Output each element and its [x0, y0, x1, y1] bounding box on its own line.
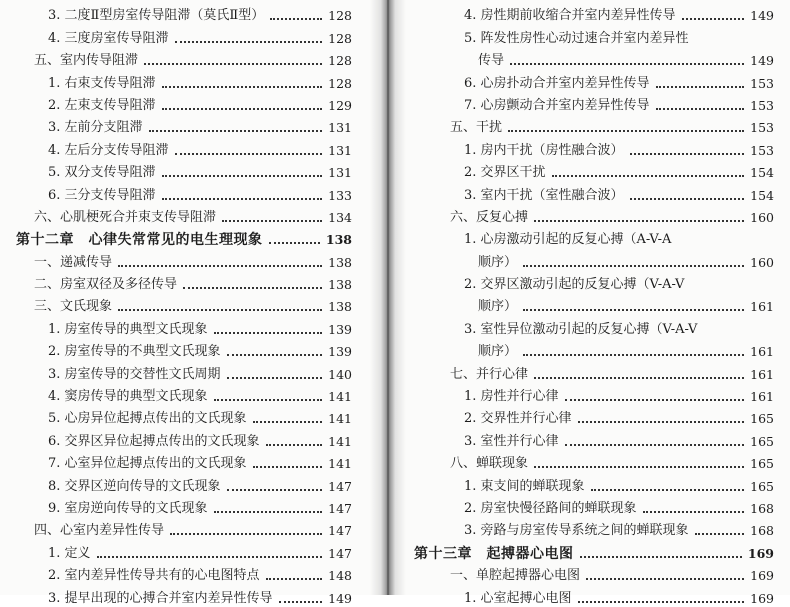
toc-entry-page-number: 153 — [750, 97, 774, 113]
toc-entry-page-number: 153 — [750, 142, 774, 158]
dot-leader — [266, 444, 323, 446]
dot-leader — [534, 466, 744, 468]
toc-entry-title: 5. 阵发性房性心动过速合并室内差异性 — [464, 30, 689, 46]
toc-entry — [0, 562, 352, 584]
toc-entry — [392, 562, 774, 584]
toc-entry-page-number: 138 — [328, 254, 352, 270]
toc-entry-title: 六、心肌梗死合并束支传导阻滞 — [34, 209, 217, 225]
dot-leader — [269, 242, 320, 244]
toc-entry — [392, 226, 774, 248]
dot-leader — [266, 578, 323, 580]
toc-entry-page-number: 129 — [328, 97, 352, 113]
toc-entry — [0, 181, 352, 203]
book-gutter — [370, 0, 406, 595]
toc-entry-page-number: 147 — [328, 500, 352, 516]
toc-entry — [0, 405, 352, 427]
toc-entry-title: 2. 房室快慢径路间的蝉联现象 — [464, 500, 637, 516]
toc-entry-page-number: 165 — [750, 433, 774, 449]
dot-leader — [643, 511, 745, 513]
dot-leader — [279, 601, 323, 603]
dot-leader — [630, 198, 745, 200]
toc-entry — [0, 517, 352, 539]
toc-entry-page-number: 141 — [328, 433, 352, 449]
toc-entry-page-number: 165 — [750, 456, 774, 472]
dot-leader — [523, 354, 744, 356]
toc-entry — [0, 315, 352, 337]
toc-entry-title: 五、室内传导阻滞 — [34, 53, 139, 69]
toc-entry-title: 7. 心室异位起搏点传出的文氏现象 — [48, 456, 247, 472]
toc-entry — [392, 159, 774, 181]
dot-leader — [565, 399, 745, 401]
toc-entry — [392, 427, 774, 449]
toc-entry — [392, 539, 774, 561]
toc-entry-page-number: 134 — [328, 209, 352, 225]
dot-leader — [149, 130, 323, 132]
toc-entry-title: 6. 心房扑动合并室内差异性传导 — [464, 75, 650, 91]
dot-leader — [227, 377, 323, 379]
toc-entry-title: 一、单腔起搏器心电图 — [450, 568, 581, 584]
toc-entry-title: 1. 束支间的蝉联现象 — [464, 478, 585, 494]
toc-entry-page-number: 149 — [750, 53, 774, 69]
toc-entry-title: 第十三章 起搏器心电图 — [414, 545, 574, 562]
toc-entry-title: 3. 室性并行心律 — [464, 433, 559, 449]
toc-entry — [392, 136, 774, 158]
dot-leader — [253, 466, 323, 468]
toc-entry — [392, 383, 774, 405]
toc-entry-title: 1. 房室传导的典型文氏现象 — [48, 321, 208, 337]
toc-entry — [0, 136, 352, 158]
dot-leader — [580, 556, 742, 558]
toc-entry-page-number: 148 — [328, 568, 352, 584]
dot-leader — [523, 309, 744, 311]
toc-entry-page-number: 149 — [328, 590, 352, 606]
toc-entry-page-number: 131 — [328, 120, 352, 136]
toc-entry-title: 2. 左束支传导阻滞 — [48, 97, 156, 113]
toc-entry-page-number: 161 — [750, 366, 774, 382]
toc-entry-title: 1. 定义 — [48, 545, 91, 561]
toc-entry — [0, 427, 352, 449]
toc-entry-page-number: 147 — [328, 545, 352, 561]
toc-entry — [0, 495, 352, 517]
toc-entry-page-number: 160 — [750, 209, 774, 225]
dot-leader — [591, 489, 745, 491]
dot-leader — [510, 63, 744, 65]
toc-entry-title: 3. 房室传导的交替性文氏周期 — [48, 366, 221, 382]
toc-entry-title: 六、反复心搏 — [450, 209, 529, 225]
toc-entry — [392, 271, 774, 293]
toc-entry — [0, 584, 352, 606]
toc-entry — [0, 539, 352, 561]
toc-entry-title: 1. 心室起搏心电图 — [464, 590, 572, 606]
toc-entry-title: 4. 房性期前收缩合并室内差异性传导 — [464, 8, 676, 24]
toc-entry-title: 3. 室内干扰（室性融合波） — [464, 187, 624, 203]
dot-leader — [253, 421, 323, 423]
toc-entry-title: 9. 室房逆向传导的文氏现象 — [48, 500, 208, 516]
toc-entry-title: 传导 — [478, 53, 505, 69]
toc-entry — [392, 584, 774, 606]
toc-entry-page-number: 141 — [328, 411, 352, 427]
toc-entry-page-number: 165 — [750, 478, 774, 494]
dot-leader — [508, 130, 744, 132]
toc-entry-title: 顺序） — [478, 344, 518, 360]
toc-entry-page-number: 139 — [328, 344, 352, 360]
toc-entry — [392, 293, 774, 315]
dot-leader — [565, 444, 745, 446]
toc-entry — [0, 383, 352, 405]
toc-entry-title: 四、心室内差异性传导 — [34, 523, 165, 539]
toc-entry-page-number: 153 — [750, 75, 774, 91]
dot-leader — [656, 86, 745, 88]
toc-entry — [0, 338, 352, 360]
toc-entry-page-number: 141 — [328, 389, 352, 405]
dot-leader — [227, 489, 323, 491]
dot-leader — [695, 533, 745, 535]
toc-entry — [0, 159, 352, 181]
toc-entry-page-number: 169 — [747, 545, 774, 561]
toc-entry-page-number: 128 — [328, 53, 352, 69]
left-page — [0, 0, 384, 606]
toc-entry — [392, 92, 774, 114]
toc-entry — [392, 114, 774, 136]
toc-entry-title: 五、干扰 — [450, 120, 503, 136]
toc-entry-title: 1. 心房激动引起的反复心搏（A-V-A — [464, 232, 672, 248]
toc-entry-page-number: 161 — [750, 299, 774, 315]
toc-entry-title: 4. 三度房室传导阻滞 — [48, 30, 169, 46]
toc-entry — [0, 226, 352, 248]
toc-entry-page-number: 131 — [328, 165, 352, 181]
toc-entry-title: 5. 双分支传导阻滞 — [48, 165, 156, 181]
toc-entry-title: 3. 旁路与房室传导系统之间的蝉联现象 — [464, 523, 689, 539]
toc-entry — [0, 69, 352, 91]
dot-leader — [162, 108, 323, 110]
toc-entry — [392, 248, 774, 270]
toc-entry-title: 2. 交界区激动引起的反复心搏（V-A-V — [464, 277, 685, 293]
toc-entry-title: 4. 窦房传导的典型文氏现象 — [48, 389, 208, 405]
dot-leader — [214, 332, 323, 334]
toc-entry — [0, 248, 352, 270]
dot-leader — [552, 175, 745, 177]
toc-entry — [0, 24, 352, 46]
toc-entry-title: 二、房室双径及多径传导 — [34, 277, 178, 293]
toc-entry-title: 3. 提早出现的心搏合并室内差异性传导 — [48, 590, 273, 606]
dot-leader — [183, 287, 322, 289]
toc-entry-title: 3. 室性异位激动引起的反复心搏（V-A-V — [464, 321, 698, 337]
toc-entry-title: 5. 心房异位起搏点传出的文氏现象 — [48, 411, 247, 427]
toc-entry — [0, 360, 352, 382]
toc-entry-title: 2. 交界性并行心律 — [464, 411, 572, 427]
toc-entry-page-number: 169 — [750, 590, 774, 606]
toc-entry-page-number: 168 — [750, 523, 774, 539]
right-page — [392, 0, 790, 606]
toc-entry-title: 一、递减传导 — [34, 254, 113, 270]
toc-entry — [0, 293, 352, 315]
toc-entry-page-number: 160 — [750, 254, 774, 270]
toc-entry — [392, 2, 774, 24]
dot-leader — [97, 556, 323, 558]
left-toc-list — [0, 2, 352, 607]
dot-leader — [144, 63, 322, 65]
toc-entry — [0, 204, 352, 226]
toc-entry — [0, 450, 352, 472]
toc-entry — [0, 2, 352, 24]
dot-leader — [162, 86, 323, 88]
toc-entry-page-number: 133 — [328, 187, 352, 203]
toc-entry-title: 6. 交界区异位起搏点传出的文氏现象 — [48, 433, 260, 449]
toc-entry-page-number: 169 — [750, 568, 774, 584]
toc-entry-page-number: 161 — [750, 389, 774, 405]
dot-leader — [214, 399, 323, 401]
toc-entry-title: 2. 室内差异性传导共有的心电图特点 — [48, 568, 260, 584]
toc-entry-title: 7. 心房颤动合并室内差异性传导 — [464, 97, 650, 113]
toc-entry-page-number: 165 — [750, 411, 774, 427]
dot-leader — [162, 175, 323, 177]
toc-entry-page-number: 139 — [328, 321, 352, 337]
toc-entry-page-number: 138 — [328, 277, 352, 293]
toc-entry-title: 2. 交界区干扰 — [464, 165, 546, 181]
toc-entry — [392, 47, 774, 69]
toc-entry — [392, 338, 774, 360]
toc-entry-page-number: 154 — [750, 165, 774, 181]
toc-entry — [0, 114, 352, 136]
toc-entry-page-number: 128 — [328, 8, 352, 24]
dot-leader — [682, 18, 745, 20]
toc-entry — [392, 204, 774, 226]
dot-leader — [222, 220, 322, 222]
toc-entry — [392, 69, 774, 91]
toc-entry — [392, 472, 774, 494]
toc-entry-title: 6. 三分支传导阻滞 — [48, 187, 156, 203]
dot-leader — [578, 421, 745, 423]
dot-leader — [175, 153, 323, 155]
dot-leader — [118, 309, 322, 311]
toc-entry-page-number: 161 — [750, 344, 774, 360]
toc-entry-title: 8. 交界区逆向传导的文氏现象 — [48, 478, 221, 494]
toc-entry-page-number: 128 — [328, 75, 352, 91]
toc-entry — [392, 360, 774, 382]
toc-entry-page-number: 149 — [750, 8, 774, 24]
toc-entry-title: 七、并行心律 — [450, 366, 529, 382]
toc-entry-title: 4. 左后分支传导阻滞 — [48, 142, 169, 158]
dot-leader — [270, 18, 322, 20]
dot-leader — [578, 601, 745, 603]
toc-entry — [392, 517, 774, 539]
toc-entry — [392, 405, 774, 427]
dot-leader — [175, 41, 323, 43]
toc-entry — [392, 315, 774, 337]
toc-entry — [392, 181, 774, 203]
toc-entry-page-number: 141 — [328, 456, 352, 472]
toc-entry-page-number: 147 — [328, 523, 352, 539]
dot-leader — [227, 354, 323, 356]
toc-entry-page-number: 154 — [750, 187, 774, 203]
toc-entry-title: 顺序） — [478, 299, 518, 315]
toc-entry-page-number: 131 — [328, 142, 352, 158]
dot-leader — [523, 265, 744, 267]
toc-entry-title: 第十二章 心律失常常见的电生理现象 — [16, 232, 263, 249]
toc-entry — [0, 47, 352, 69]
toc-entry-title: 顺序） — [478, 254, 518, 270]
dot-leader — [586, 578, 744, 580]
toc-entry — [0, 92, 352, 114]
dot-leader — [170, 533, 322, 535]
toc-entry-page-number: 153 — [750, 120, 774, 136]
toc-entry-title: 三、文氏现象 — [34, 299, 113, 315]
toc-entry-title: 3. 二度Ⅱ型房室传导阻滞（莫氏Ⅱ型） — [48, 8, 265, 24]
dot-leader — [214, 511, 323, 513]
toc-entry — [392, 24, 774, 46]
toc-entry-page-number: 128 — [328, 30, 352, 46]
dot-leader — [162, 198, 323, 200]
toc-entry-title: 八、蝉联现象 — [450, 456, 529, 472]
toc-entry-page-number: 168 — [750, 500, 774, 516]
dot-leader — [534, 377, 744, 379]
toc-entry-page-number: 138 — [328, 299, 352, 315]
toc-entry-page-number: 140 — [328, 366, 352, 382]
dot-leader — [534, 220, 744, 222]
dot-leader — [656, 108, 745, 110]
dot-leader — [630, 153, 745, 155]
toc-entry-title: 1. 房内干扰（房性融合波） — [464, 142, 624, 158]
toc-entry-title: 1. 房性并行心律 — [464, 389, 559, 405]
toc-entry — [392, 450, 774, 472]
toc-entry-title: 3. 左前分支阻滞 — [48, 120, 143, 136]
toc-entry-title: 2. 房室传导的不典型文氏现象 — [48, 344, 221, 360]
dot-leader — [118, 265, 322, 267]
toc-entry — [0, 472, 352, 494]
right-toc-list — [392, 2, 774, 607]
toc-entry-title: 1. 右束支传导阻滞 — [48, 75, 156, 91]
toc-entry-page-number: 147 — [328, 478, 352, 494]
toc-entry — [392, 495, 774, 517]
toc-entry-page-number: 138 — [325, 232, 352, 248]
toc-entry — [0, 271, 352, 293]
